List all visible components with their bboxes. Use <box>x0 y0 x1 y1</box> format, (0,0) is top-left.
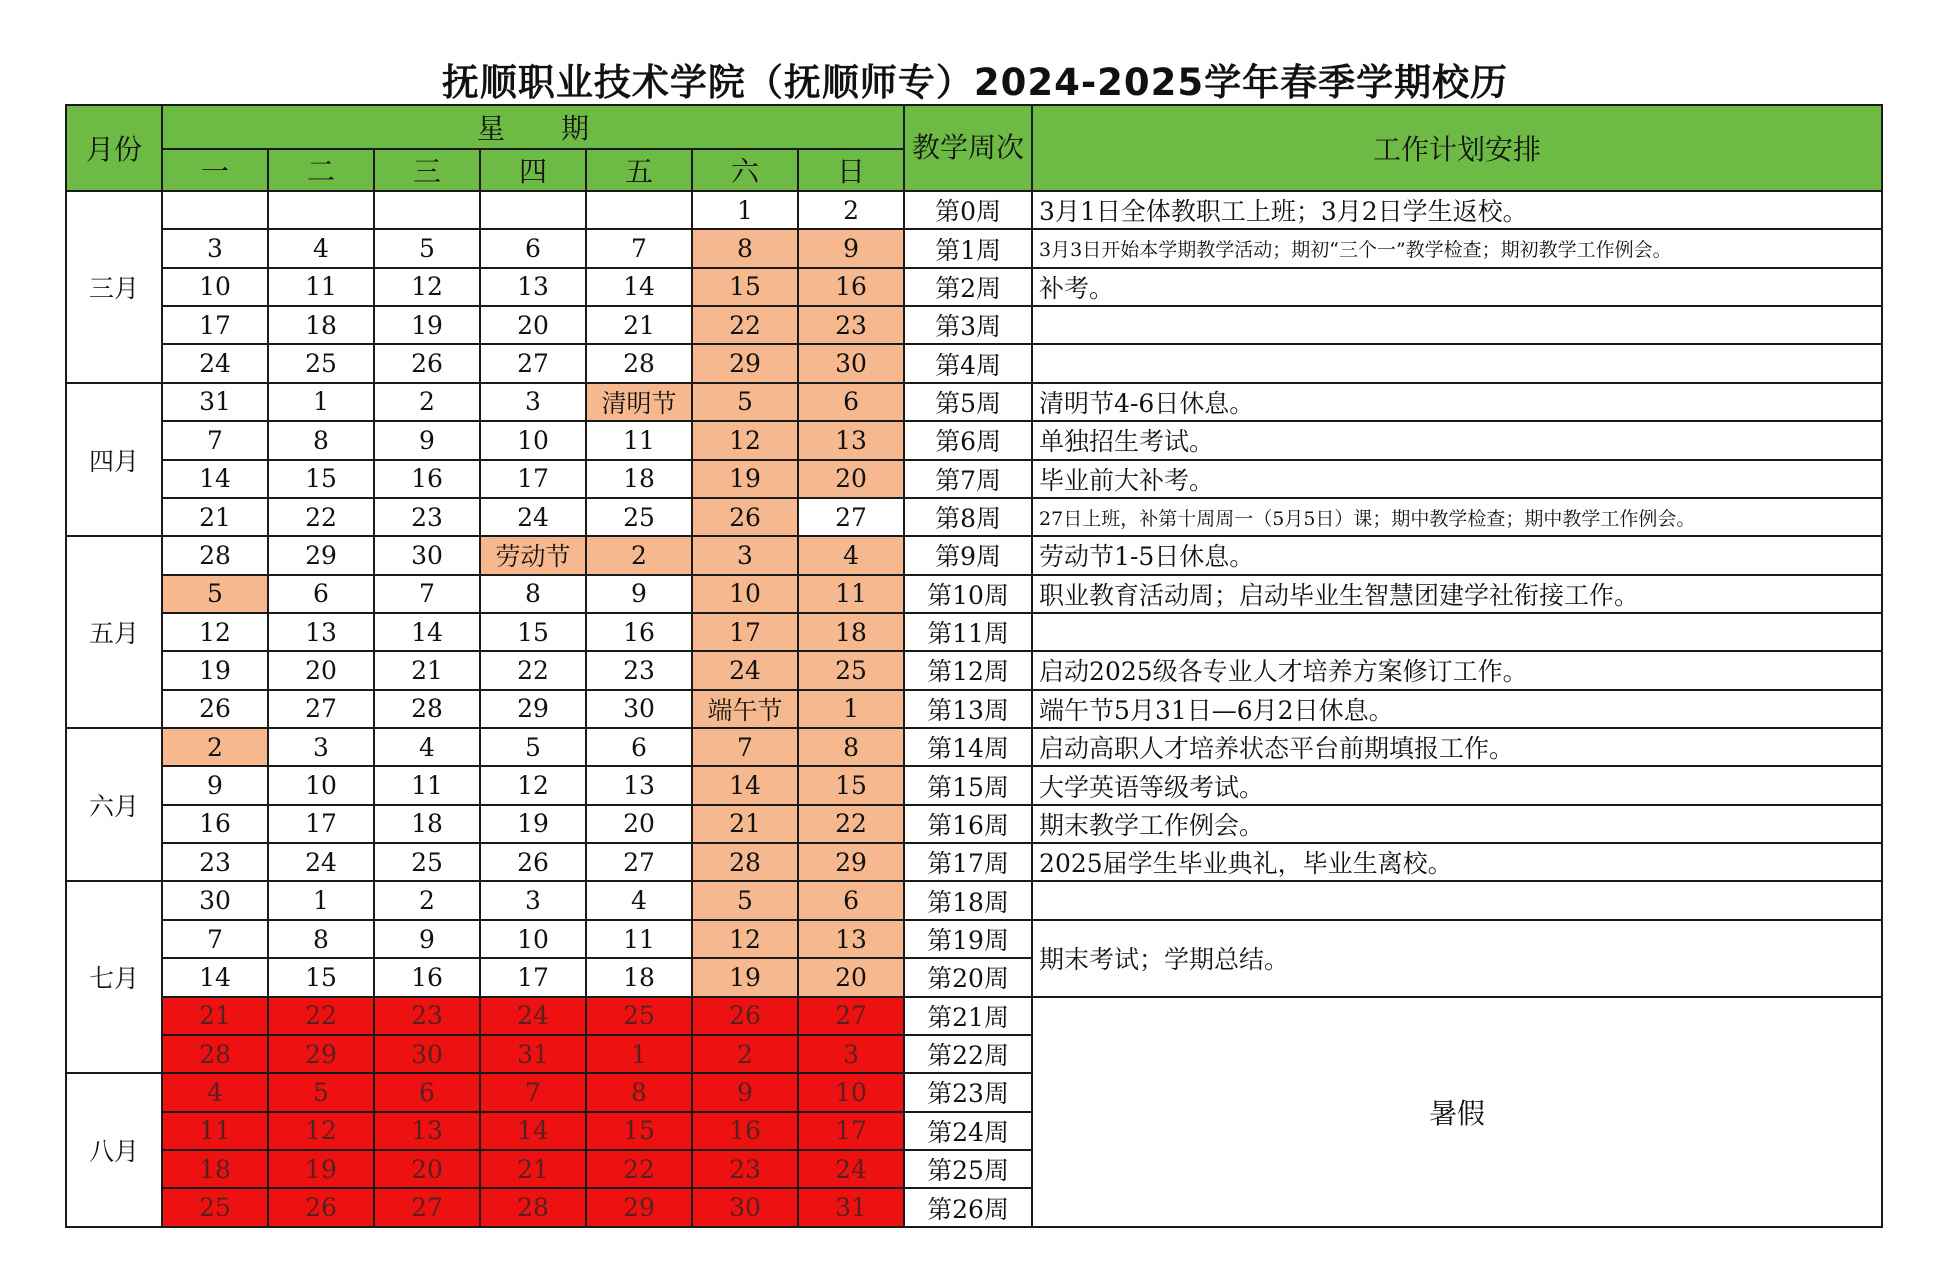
day-cell: 8 <box>480 575 586 613</box>
day-cell: 18 <box>798 613 904 651</box>
day-cell: 23 <box>586 651 692 689</box>
day-cell: 3 <box>692 536 798 574</box>
week-number-cell: 第14周 <box>904 728 1032 766</box>
week-row <box>66 229 1882 267</box>
day-cell: 16 <box>692 1112 798 1150</box>
day-cell: 22 <box>586 1150 692 1188</box>
day-cell: 1 <box>692 191 798 229</box>
day-cell: 23 <box>692 1150 798 1188</box>
day-cell: 9 <box>162 766 268 804</box>
month-cell: 三月 <box>66 191 162 383</box>
month-cell: 四月 <box>66 383 162 536</box>
week-number-cell: 第7周 <box>904 460 1032 498</box>
day-cell: 14 <box>162 958 268 996</box>
day-cell: 2 <box>374 881 480 919</box>
day-cell: 17 <box>692 613 798 651</box>
day-cell: 30 <box>586 690 692 728</box>
week-number-cell: 第17周 <box>904 843 1032 881</box>
month-cell: 五月 <box>66 536 162 728</box>
day-cell: 4 <box>586 881 692 919</box>
day-cell: 劳动节 <box>480 536 586 574</box>
day-cell: 17 <box>268 805 374 843</box>
day-cell: 25 <box>586 498 692 536</box>
week-row <box>66 843 1882 881</box>
day-cell: 13 <box>798 421 904 459</box>
plan-cell <box>1032 344 1882 382</box>
plan-cell: 暑假 <box>1032 997 1882 1227</box>
day-cell: 20 <box>798 460 904 498</box>
day-cell: 6 <box>480 229 586 267</box>
day-cell: 30 <box>374 536 480 574</box>
day-cell: 26 <box>162 690 268 728</box>
week-row <box>66 306 1882 344</box>
day-cell: 6 <box>586 728 692 766</box>
day-cell: 13 <box>268 613 374 651</box>
day-cell: 5 <box>692 881 798 919</box>
day-cell: 21 <box>586 306 692 344</box>
day-cell: 23 <box>798 306 904 344</box>
plan-cell: 启动2025级各专业人才培养方案修订工作。 <box>1032 651 1882 689</box>
day-cell: 12 <box>692 421 798 459</box>
day-cell: 13 <box>798 920 904 958</box>
week-number-cell: 第6周 <box>904 421 1032 459</box>
day-cell: 14 <box>692 766 798 804</box>
day-cell: 28 <box>162 536 268 574</box>
day-cell: 9 <box>692 1073 798 1111</box>
day-cell: 19 <box>374 306 480 344</box>
day-cell: 10 <box>268 766 374 804</box>
weekday-header: 一 <box>162 149 268 191</box>
week-row <box>66 268 1882 306</box>
plan-cell: 3月3日开始本学期教学活动；期初“三个一”教学检查；期初教学工作例会。 <box>1032 229 1882 267</box>
day-cell: 17 <box>798 1112 904 1150</box>
day-cell: 24 <box>162 344 268 382</box>
day-cell: 9 <box>374 421 480 459</box>
day-cell: 5 <box>162 575 268 613</box>
week-number-cell: 第3周 <box>904 306 1032 344</box>
day-cell: 28 <box>162 1035 268 1073</box>
week-number-cell: 第4周 <box>904 344 1032 382</box>
day-cell: 29 <box>586 1188 692 1226</box>
day-cell: 14 <box>162 460 268 498</box>
day-cell: 27 <box>374 1188 480 1226</box>
day-cell: 28 <box>692 843 798 881</box>
week-row <box>66 575 1882 613</box>
day-cell: 30 <box>374 1035 480 1073</box>
day-cell: 28 <box>586 344 692 382</box>
day-cell: 27 <box>480 344 586 382</box>
day-cell: 30 <box>798 344 904 382</box>
day-cell: 18 <box>268 306 374 344</box>
week-number-cell: 第10周 <box>904 575 1032 613</box>
day-cell: 27 <box>268 690 374 728</box>
day-cell: 28 <box>480 1188 586 1226</box>
day-cell: 10 <box>798 1073 904 1111</box>
week-number-cell: 第8周 <box>904 498 1032 536</box>
day-cell: 3 <box>798 1035 904 1073</box>
week-number-cell: 第15周 <box>904 766 1032 804</box>
plan-cell: 职业教育活动周；启动毕业生智慧团建学社衔接工作。 <box>1032 575 1882 613</box>
day-cell: 1 <box>268 383 374 421</box>
day-cell: 21 <box>692 805 798 843</box>
day-cell <box>586 191 692 229</box>
day-cell: 4 <box>162 1073 268 1111</box>
day-cell: 24 <box>798 1150 904 1188</box>
week-number-cell: 第26周 <box>904 1188 1032 1226</box>
plan-cell <box>1032 306 1882 344</box>
week-row <box>66 498 1882 536</box>
day-cell: 17 <box>162 306 268 344</box>
plan-cell: 期末考试；学期总结。 <box>1032 920 1882 997</box>
day-cell: 18 <box>586 460 692 498</box>
day-cell: 7 <box>162 421 268 459</box>
day-cell: 27 <box>586 843 692 881</box>
day-cell: 28 <box>374 690 480 728</box>
plan-cell: 期末教学工作例会。 <box>1032 805 1882 843</box>
day-cell: 27 <box>798 498 904 536</box>
plan-cell: 启动高职人才培养状态平台前期填报工作。 <box>1032 728 1882 766</box>
day-cell: 31 <box>798 1188 904 1226</box>
day-cell: 1 <box>798 690 904 728</box>
day-cell: 8 <box>586 1073 692 1111</box>
weekday-header: 六 <box>692 149 798 191</box>
day-cell: 24 <box>268 843 374 881</box>
day-cell: 9 <box>374 920 480 958</box>
week-number-cell: 第2周 <box>904 268 1032 306</box>
day-cell: 13 <box>480 268 586 306</box>
week-row <box>66 920 1882 958</box>
week-row <box>66 728 1882 766</box>
plan-cell <box>1032 881 1882 919</box>
weekday-header: 二 <box>268 149 374 191</box>
day-cell: 15 <box>692 268 798 306</box>
day-cell: 23 <box>374 997 480 1035</box>
day-cell: 31 <box>480 1035 586 1073</box>
day-cell: 11 <box>586 421 692 459</box>
day-cell: 3 <box>480 383 586 421</box>
day-cell: 7 <box>374 575 480 613</box>
day-cell: 2 <box>586 536 692 574</box>
day-cell: 21 <box>480 1150 586 1188</box>
day-cell: 11 <box>374 766 480 804</box>
plan-cell: 劳动节1-5日休息。 <box>1032 536 1882 574</box>
day-cell: 26 <box>268 1188 374 1226</box>
day-cell: 3 <box>480 881 586 919</box>
week-number-cell: 第18周 <box>904 881 1032 919</box>
day-cell: 5 <box>480 728 586 766</box>
day-cell: 20 <box>586 805 692 843</box>
day-cell: 17 <box>480 958 586 996</box>
day-cell <box>374 191 480 229</box>
day-cell: 2 <box>798 191 904 229</box>
week-number-cell: 第19周 <box>904 920 1032 958</box>
day-cell: 8 <box>268 920 374 958</box>
day-cell: 1 <box>268 881 374 919</box>
day-cell: 29 <box>268 536 374 574</box>
day-cell: 23 <box>374 498 480 536</box>
day-cell: 5 <box>692 383 798 421</box>
day-cell: 8 <box>268 421 374 459</box>
day-cell: 25 <box>586 997 692 1035</box>
day-cell: 25 <box>374 843 480 881</box>
week-row <box>66 460 1882 498</box>
day-cell: 15 <box>586 1112 692 1150</box>
day-cell: 12 <box>480 766 586 804</box>
week-number-cell: 第5周 <box>904 383 1032 421</box>
day-cell: 5 <box>268 1073 374 1111</box>
week-number-cell: 第22周 <box>904 1035 1032 1073</box>
day-cell <box>268 191 374 229</box>
day-cell: 18 <box>374 805 480 843</box>
day-cell: 19 <box>268 1150 374 1188</box>
day-cell: 11 <box>162 1112 268 1150</box>
day-cell: 26 <box>480 843 586 881</box>
day-cell: 3 <box>268 728 374 766</box>
day-cell: 4 <box>798 536 904 574</box>
day-cell: 12 <box>374 268 480 306</box>
day-cell: 13 <box>374 1112 480 1150</box>
day-cell: 25 <box>798 651 904 689</box>
day-cell: 13 <box>586 766 692 804</box>
day-cell: 11 <box>586 920 692 958</box>
week-row <box>66 997 1882 1035</box>
week-row <box>66 383 1882 421</box>
day-cell: 30 <box>692 1188 798 1226</box>
day-cell: 6 <box>798 881 904 919</box>
week-number-cell: 第12周 <box>904 651 1032 689</box>
day-cell: 10 <box>692 575 798 613</box>
day-cell: 16 <box>374 460 480 498</box>
day-cell: 6 <box>798 383 904 421</box>
day-cell: 7 <box>480 1073 586 1111</box>
day-cell: 29 <box>692 344 798 382</box>
day-cell: 30 <box>162 881 268 919</box>
week-number-cell: 第1周 <box>904 229 1032 267</box>
day-cell: 7 <box>162 920 268 958</box>
day-cell: 16 <box>374 958 480 996</box>
weekday-group-header: 星 期 <box>162 105 904 149</box>
plan-cell: 毕业前大补考。 <box>1032 460 1882 498</box>
week-row <box>66 613 1882 651</box>
day-cell: 21 <box>162 997 268 1035</box>
day-cell: 27 <box>798 997 904 1035</box>
day-cell: 10 <box>480 920 586 958</box>
day-cell: 15 <box>798 766 904 804</box>
week-number-header: 教学周次 <box>904 105 1032 191</box>
day-cell: 19 <box>692 460 798 498</box>
day-cell: 14 <box>480 1112 586 1150</box>
day-cell: 12 <box>162 613 268 651</box>
day-cell: 11 <box>268 268 374 306</box>
day-cell: 25 <box>268 344 374 382</box>
week-row <box>66 766 1882 804</box>
day-cell: 15 <box>480 613 586 651</box>
weekday-header: 日 <box>798 149 904 191</box>
plan-cell: 端午节5月31日—6月2日休息。 <box>1032 690 1882 728</box>
plan-cell: 清明节4-6日休息。 <box>1032 383 1882 421</box>
calendar-table <box>65 104 1883 1228</box>
week-number-cell: 第0周 <box>904 191 1032 229</box>
day-cell: 25 <box>162 1188 268 1226</box>
weekday-header: 五 <box>586 149 692 191</box>
day-cell: 16 <box>798 268 904 306</box>
week-number-cell: 第24周 <box>904 1112 1032 1150</box>
day-cell: 19 <box>162 651 268 689</box>
day-cell: 22 <box>798 805 904 843</box>
day-cell: 20 <box>268 651 374 689</box>
day-cell: 3 <box>162 229 268 267</box>
day-cell: 24 <box>692 651 798 689</box>
week-number-cell: 第25周 <box>904 1150 1032 1188</box>
month-cell: 八月 <box>66 1073 162 1226</box>
plan-cell: 补考。 <box>1032 268 1882 306</box>
day-cell: 17 <box>480 460 586 498</box>
day-cell: 16 <box>162 805 268 843</box>
day-cell: 22 <box>268 498 374 536</box>
plan-cell: 27日上班，补第十周周一（5月5日）课；期中教学检查；期中教学工作例会。 <box>1032 498 1882 536</box>
day-cell: 7 <box>692 728 798 766</box>
day-cell: 18 <box>586 958 692 996</box>
day-cell: 6 <box>268 575 374 613</box>
week-row <box>66 421 1882 459</box>
week-number-cell: 第23周 <box>904 1073 1032 1111</box>
day-cell: 16 <box>586 613 692 651</box>
day-cell: 9 <box>586 575 692 613</box>
day-cell: 29 <box>798 843 904 881</box>
day-cell: 11 <box>798 575 904 613</box>
week-row <box>66 344 1882 382</box>
week-number-cell: 第11周 <box>904 613 1032 651</box>
page-title: 抚顺职业技术学院（抚顺师专）2024-2025学年春季学期校历 <box>441 61 1509 104</box>
week-row <box>66 881 1882 919</box>
day-cell: 22 <box>480 651 586 689</box>
day-cell: 26 <box>692 997 798 1035</box>
weekday-header: 三 <box>374 149 480 191</box>
day-cell: 20 <box>480 306 586 344</box>
day-cell: 10 <box>162 268 268 306</box>
week-number-cell: 第16周 <box>904 805 1032 843</box>
day-cell: 21 <box>162 498 268 536</box>
day-cell: 29 <box>480 690 586 728</box>
day-cell: 15 <box>268 460 374 498</box>
day-cell: 22 <box>268 997 374 1035</box>
day-cell: 22 <box>692 306 798 344</box>
week-row <box>66 536 1882 574</box>
day-cell: 21 <box>374 651 480 689</box>
day-cell: 24 <box>480 498 586 536</box>
day-cell: 12 <box>268 1112 374 1150</box>
month-cell: 六月 <box>66 728 162 881</box>
day-cell: 8 <box>798 728 904 766</box>
week-row <box>66 191 1882 229</box>
day-cell: 4 <box>374 728 480 766</box>
day-cell: 26 <box>692 498 798 536</box>
calendar-body <box>66 191 1882 1227</box>
day-cell: 2 <box>162 728 268 766</box>
day-cell: 5 <box>374 229 480 267</box>
week-number-cell: 第20周 <box>904 958 1032 996</box>
week-row <box>66 805 1882 843</box>
day-cell: 26 <box>374 344 480 382</box>
plan-cell: 大学英语等级考试。 <box>1032 766 1882 804</box>
day-cell: 清明节 <box>586 383 692 421</box>
plan-cell: 单独招生考试。 <box>1032 421 1882 459</box>
day-cell: 12 <box>692 920 798 958</box>
day-cell: 6 <box>374 1073 480 1111</box>
plan-cell <box>1032 613 1882 651</box>
day-cell: 20 <box>798 958 904 996</box>
day-cell: 2 <box>374 383 480 421</box>
month-cell: 七月 <box>66 881 162 1073</box>
day-cell: 15 <box>268 958 374 996</box>
week-number-cell: 第13周 <box>904 690 1032 728</box>
day-cell: 端午节 <box>692 690 798 728</box>
day-cell: 8 <box>692 229 798 267</box>
day-cell: 14 <box>374 613 480 651</box>
day-cell: 23 <box>162 843 268 881</box>
day-cell: 19 <box>480 805 586 843</box>
day-cell: 31 <box>162 383 268 421</box>
plan-cell: 3月1日全体教职工上班；3月2日学生返校。 <box>1032 191 1882 229</box>
day-cell: 18 <box>162 1150 268 1188</box>
day-cell: 20 <box>374 1150 480 1188</box>
day-cell: 4 <box>268 229 374 267</box>
day-cell: 10 <box>480 421 586 459</box>
day-cell: 29 <box>268 1035 374 1073</box>
plan-cell: 2025届学生毕业典礼，毕业生离校。 <box>1032 843 1882 881</box>
day-cell: 2 <box>692 1035 798 1073</box>
day-cell: 14 <box>586 268 692 306</box>
week-number-cell: 第21周 <box>904 997 1032 1035</box>
day-cell: 24 <box>480 997 586 1035</box>
week-number-cell: 第9周 <box>904 536 1032 574</box>
day-cell: 19 <box>692 958 798 996</box>
week-row <box>66 651 1882 689</box>
day-cell: 7 <box>586 229 692 267</box>
plan-header: 工作计划安排 <box>1032 105 1882 191</box>
day-cell: 9 <box>798 229 904 267</box>
month-header: 月份 <box>66 105 162 191</box>
day-cell <box>162 191 268 229</box>
day-cell <box>480 191 586 229</box>
weekday-header: 四 <box>480 149 586 191</box>
day-cell: 1 <box>586 1035 692 1073</box>
week-row <box>66 690 1882 728</box>
